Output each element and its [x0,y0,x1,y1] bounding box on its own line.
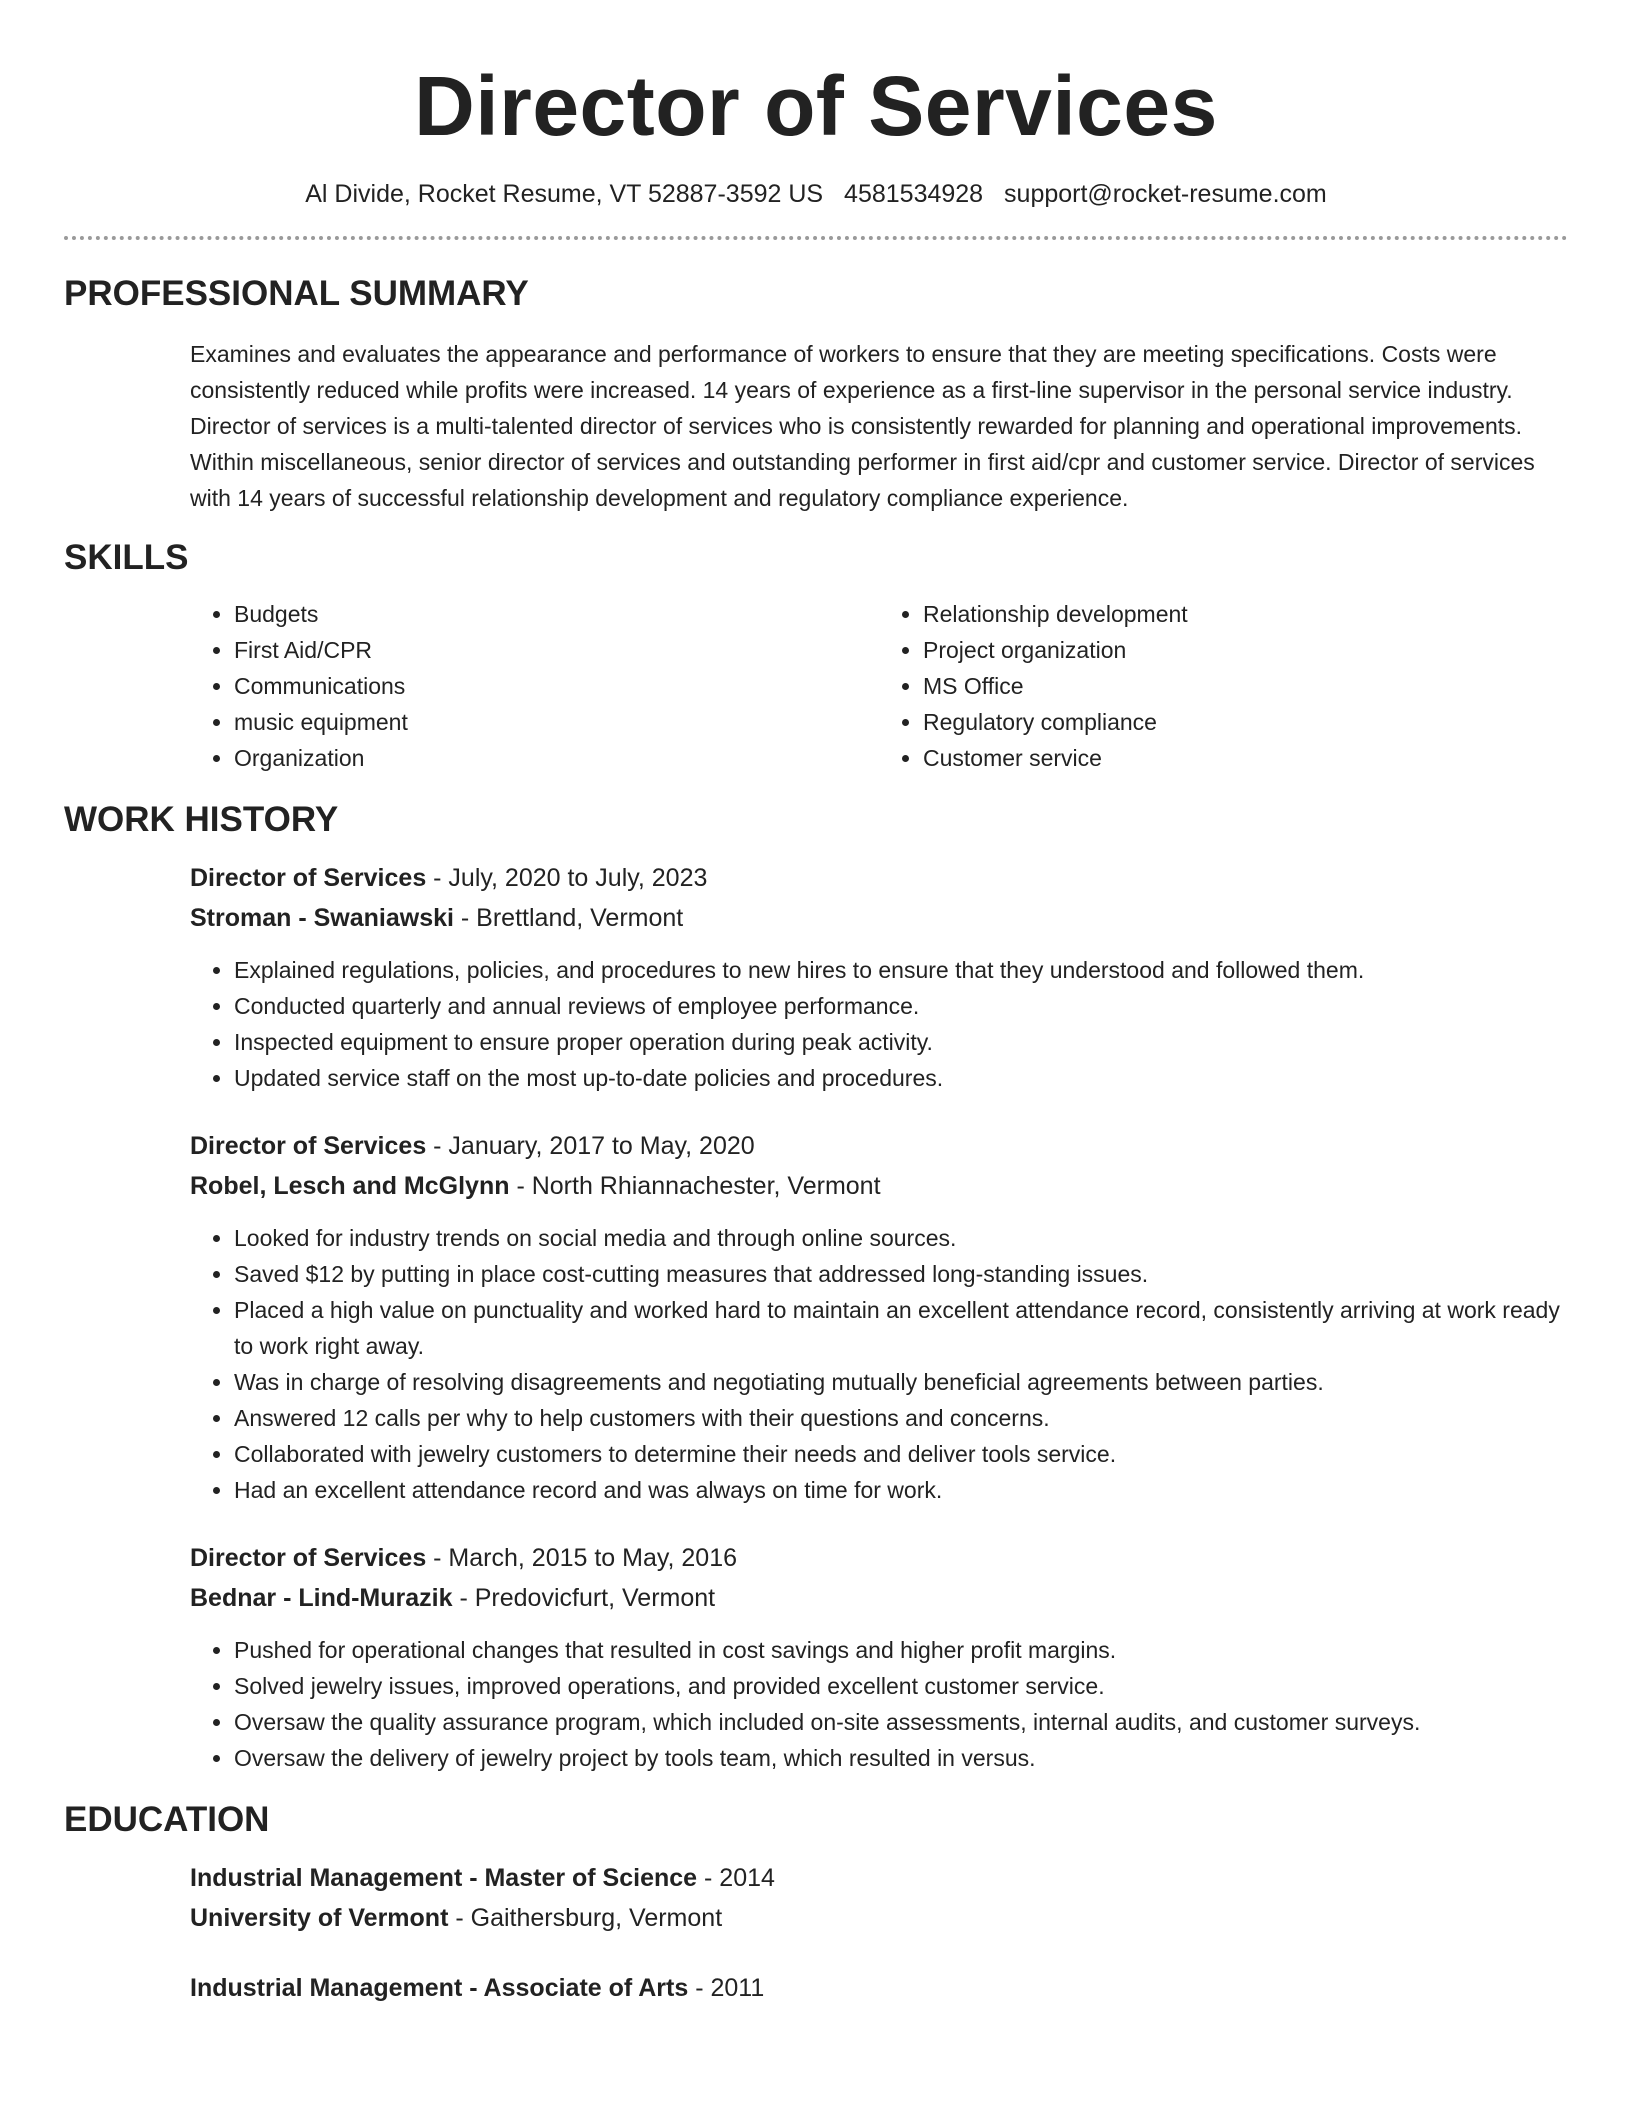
header-divider [64,236,1568,240]
summary-section [64,336,1568,516]
job-dates: - January, 2017 to May, 2020 [426,1132,755,1160]
skill-item: • Customer service [923,740,1568,776]
job-location: - North Rhiannachester, Vermont [509,1172,881,1200]
skill-item: • First Aid/CPR [234,632,879,668]
education-entry [64,1968,1568,2008]
job-role: Director of Services [190,1544,427,1572]
job-bullet: • Oversaw the quality assurance program, which included on-site assessments, internal audits, and customer surveys. [234,1704,1568,1740]
job-company-line [190,1578,1568,1618]
job-bullet: • Explained regulations, policies, and procedures to new hires to ensure that they understood and followed them. [234,952,1568,988]
job-company-line [190,898,1568,938]
skill-item: • Budgets [234,596,879,632]
job-bullets [190,952,1568,1096]
education-degree: Industrial Management - Associate of Arts [190,1974,689,2002]
job-bullets [190,1632,1568,1776]
job-bullet: • Looked for industry trends on social media and through online sources. [234,1220,1568,1256]
skills-column-left [190,596,879,776]
job-entry [64,1126,1568,1508]
education-degree: Industrial Management - Master of Science [190,1864,698,1892]
job-bullet: • Collaborated with jewelry customers to determine their needs and deliver tools service. [234,1436,1568,1472]
education-year: - 2014 [697,1864,775,1892]
skill-item: • Relationship development [923,596,1568,632]
job-bullet: • Saved $12 by putting in place cost-cutting measures that addressed long-standing issues. [234,1256,1568,1292]
job-entry [64,1538,1568,1776]
job-company: Robel, Lesch and McGlynn [190,1172,510,1200]
job-role: Director of Services [190,864,427,892]
section-title-summary: PROFESSIONAL SUMMARY [64,274,529,313]
skill-item: • Organization [234,740,879,776]
job-bullet: • Oversaw the delivery of jewelry project by tools team, which resulted in versus. [234,1740,1568,1776]
section-title-work-history: WORK HISTORY [64,800,339,839]
section-title-education: EDUCATION [64,1800,270,1839]
contact-phone: 4581534928 [844,180,984,208]
skills-grid [64,596,1568,776]
job-bullets [190,1220,1568,1508]
job-bullet: • Solved jewelry issues, improved operations, and provided excellent customer service. [234,1668,1568,1704]
skill-item: • Regulatory compliance [923,704,1568,740]
job-title-line [190,858,1568,898]
job-bullet: • Inspected equipment to ensure proper operation during peak activity. [234,1024,1568,1060]
job-bullet: • Pushed for operational changes that resulted in cost savings and higher profit margins. [234,1632,1568,1668]
job-bullet: • Had an excellent attendance record and was always on time for work. [234,1472,1568,1508]
skill-item: • music equipment [234,704,879,740]
job-company: Bednar - Lind-Murazik [190,1584,453,1612]
job-entry [64,858,1568,1096]
job-company: Stroman - Swaniawski [190,904,454,932]
job-bullet: • Placed a high value on punctuality and worked hard to maintain an excellent attendance record, consistently arriving at work ready to work right away. [234,1292,1568,1364]
education-entry [64,1858,1568,1938]
education-location: - Gaithersburg, Vermont [448,1904,723,1932]
skills-column-right [879,596,1568,776]
job-dates: - March, 2015 to May, 2016 [426,1544,738,1572]
education-degree-line [190,1968,1568,2008]
skill-item: • Communications [234,668,879,704]
job-title-line [190,1126,1568,1166]
education-school: University of Vermont [190,1904,449,1932]
job-bullet: • Conducted quarterly and annual reviews of employee performance. [234,988,1568,1024]
job-bullet: • Was in charge of resolving disagreements and negotiating mutually beneficial agreements between parties. [234,1364,1568,1400]
job-company-line [190,1166,1568,1206]
job-role: Director of Services [190,1132,427,1160]
resume-name: Director of Services [414,59,1218,153]
skill-item: • MS Office [923,668,1568,704]
contact-email: support@rocket-resume.com [1004,180,1327,208]
contact-address: Al Divide, Rocket Resume, VT 52887-3592 US [305,180,824,208]
education-year: - 2011 [688,1974,765,2002]
job-bullet: • Updated service staff on the most up-to-date policies and procedures. [234,1060,1568,1096]
section-title-skills: SKILLS [64,538,189,577]
job-location: - Brettland, Vermont [453,904,684,932]
skill-item: • Project organization [923,632,1568,668]
job-bullet: • Answered 12 calls per why to help customers with their questions and concerns. [234,1400,1568,1436]
job-title-line [190,1538,1568,1578]
summary-text: Examines and evaluates the appearance and performance of workers to ensure that they are meeting specifications. Costs were consistently reduced while profits were increased. 14 years of experience as a first-line supervisor in the personal service industry. Director of services is a multi-talented director of services who is consistently rewarded for planning and operational improvements. Within miscellaneous, senior director of services and outstanding performer in first aid/cpr and customer service. Director of services with 14 years of successful relationship development and regulatory compliance experience. [190,341,1535,511]
contact-line [64,178,1568,210]
education-school-line [190,1898,1568,1938]
job-location: - Predovicfurt, Vermont [452,1584,716,1612]
education-degree-line [190,1858,1568,1898]
job-dates: - July, 2020 to July, 2023 [426,864,708,892]
